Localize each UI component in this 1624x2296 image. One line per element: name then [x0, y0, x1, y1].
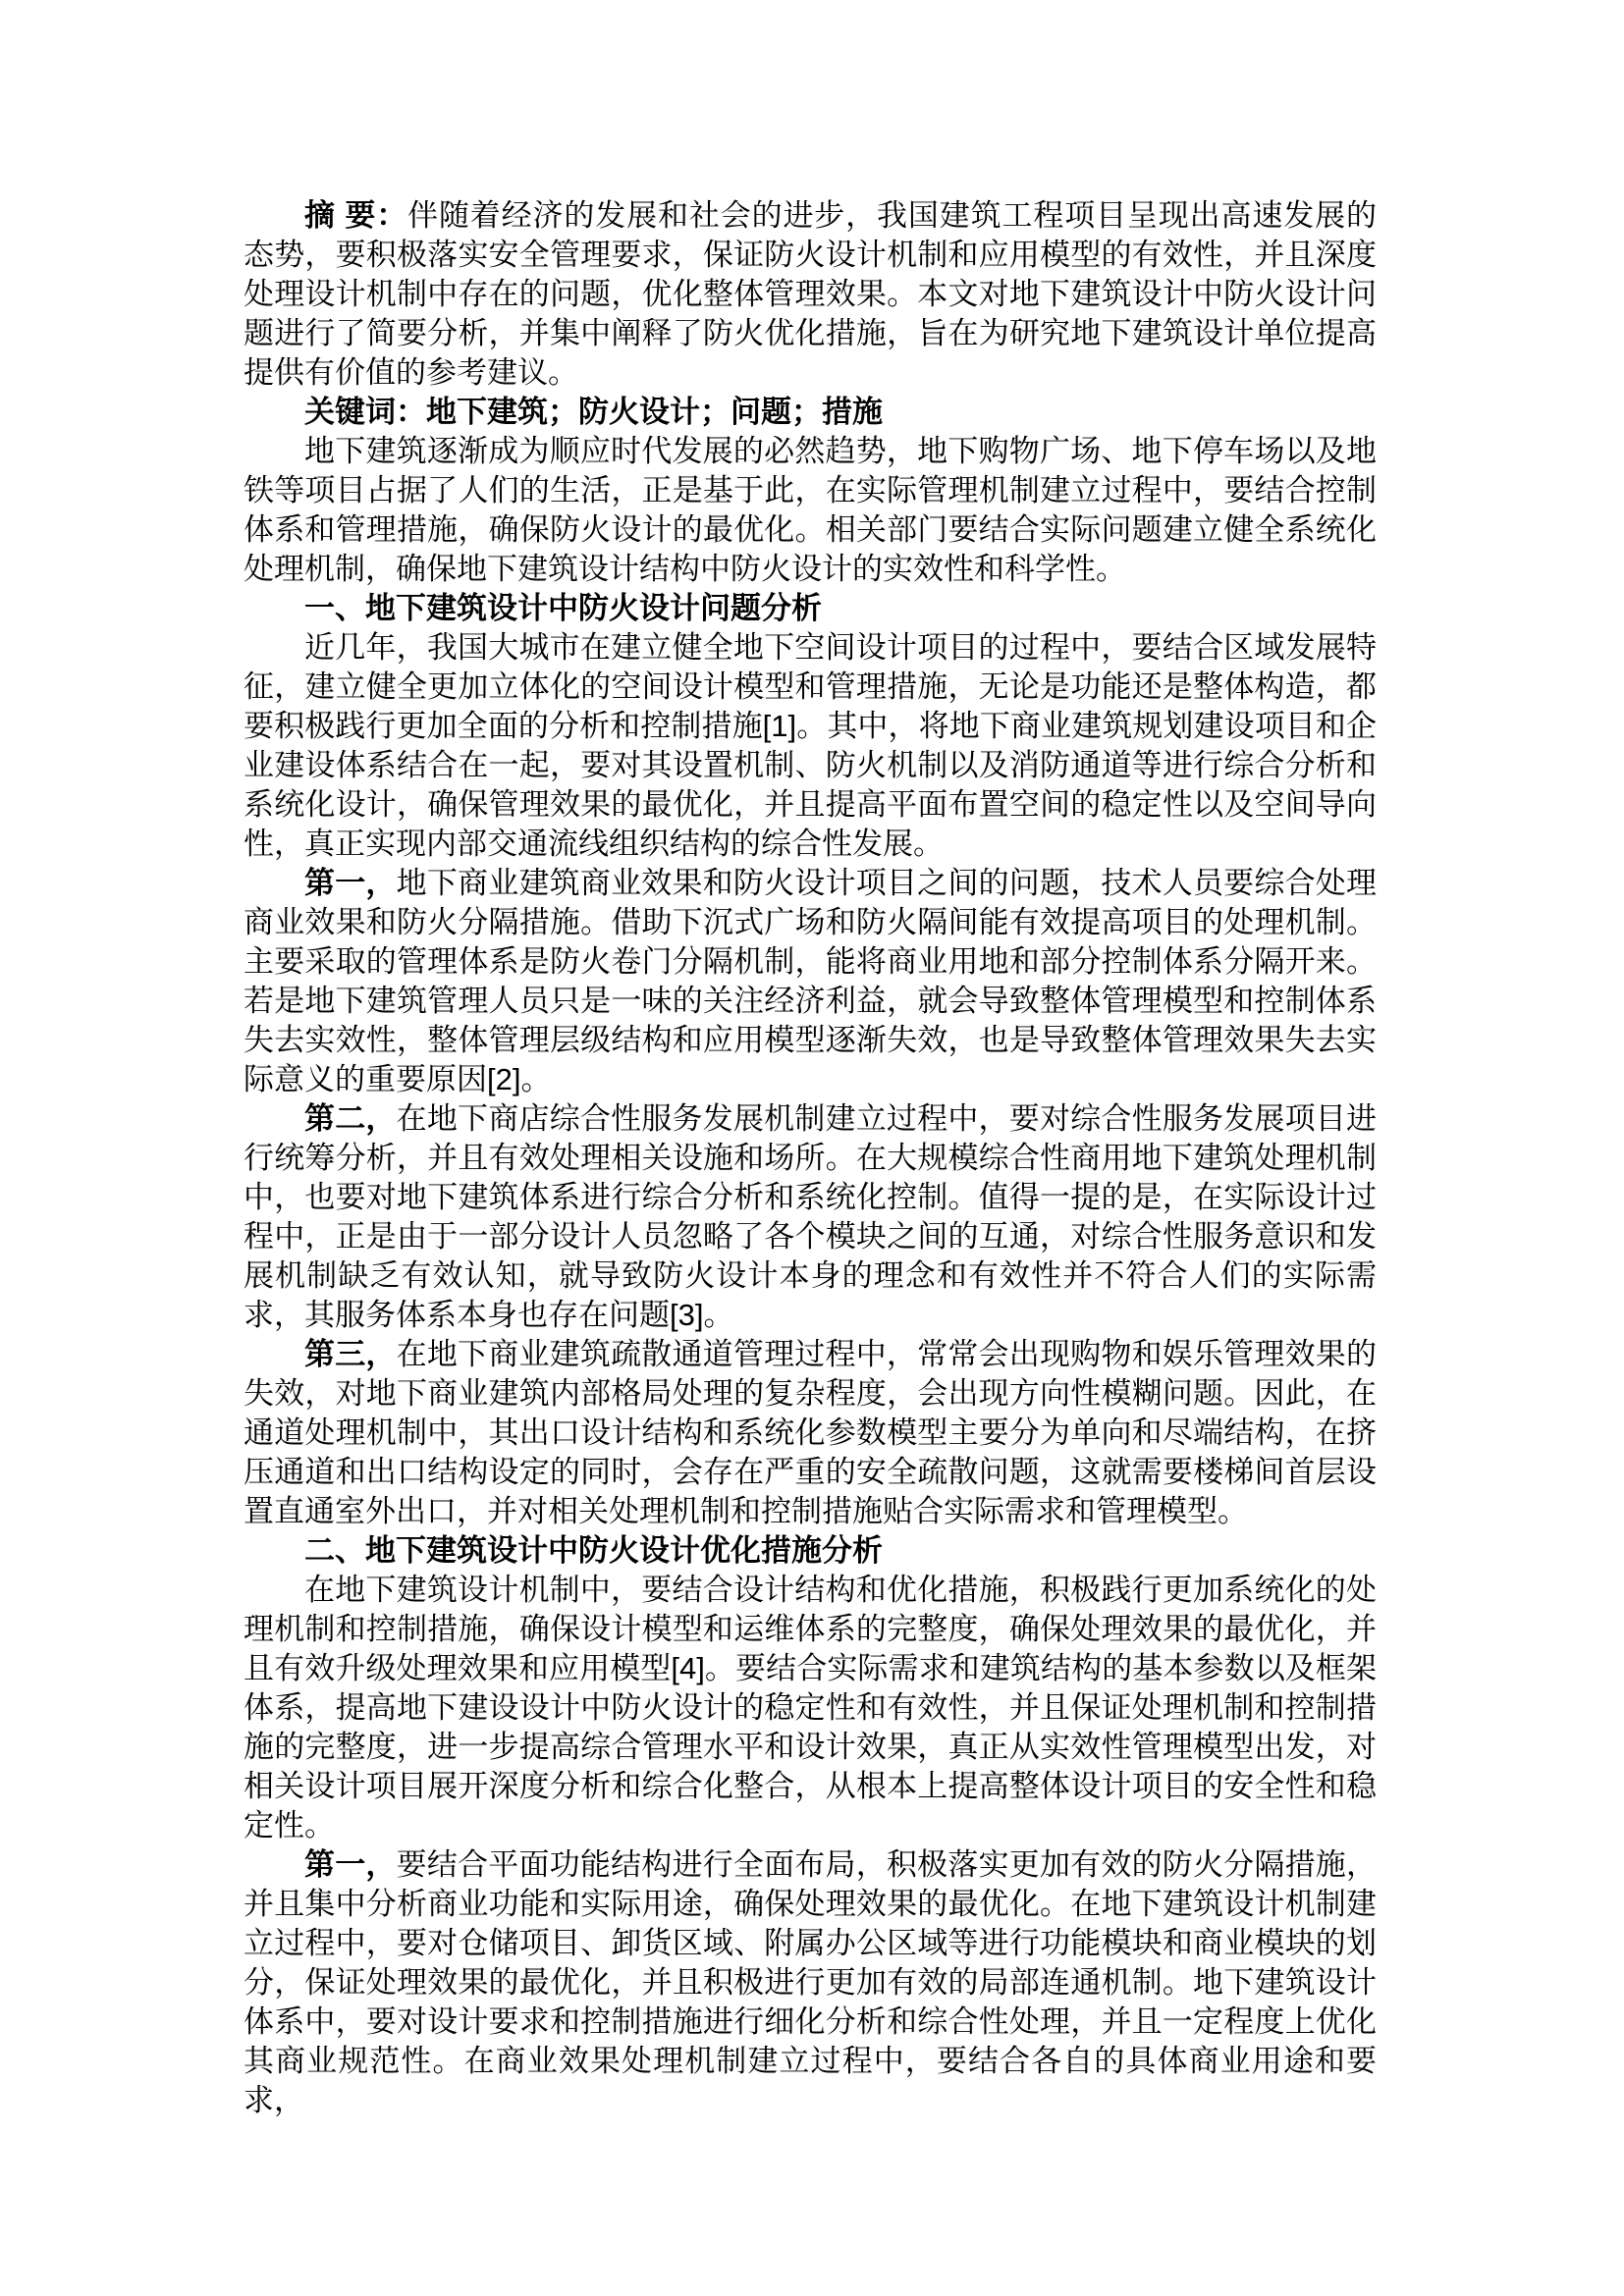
- text-run: 在地下建筑设计机制中，要结合设计结构和优化措施，积极践行更加系统化的处理机制和控制措施，确保设计模型和运维体系的完整度，确保处理效果的最优化，并且有效升级处理效果和应用模型[4]。要结合实际需求和建筑结构的基本参数以及框架体系，提高地下建设设计中防火设计的稳定性和有效性，并且保证处理机制和控制措施的完整度，进一步提高综合管理水平和设计效果，真正从实效性管理模型出发，对相关设计项目展开深度分析和综合化整合，从根本上提高整体设计项目的安全性和稳定性。: [244, 1573, 1377, 1842]
- section-heading: [244, 589, 1377, 628]
- paragraph: [244, 196, 1377, 393]
- section-heading: [244, 1531, 1377, 1571]
- bold-run: 第一，: [304, 1847, 397, 1882]
- paragraph: [244, 1845, 1377, 2120]
- paragraph: [244, 1099, 1377, 1335]
- paragraph: [244, 628, 1377, 864]
- document-body: [244, 196, 1377, 2120]
- text-run: 在地下商业建筑疏散通道管理过程中，常常会出现购物和娱乐管理效果的失效，对地下商业建筑内部格局处理的复杂程度，会出现方向性模糊问题。因此，在通道处理机制中，其出口设计结构和系统化参数模型主要分为单向和尽端结构，在挤压通道和出口结构设定的同时，会存在严重的安全疏散问题，这就需要楼梯间首层设置直通室外出口，并对相关处理机制和控制措施贴合实际需求和管理模型。: [244, 1337, 1378, 1528]
- text-run: 地下建筑逐渐成为顺应时代发展的必然趋势，地下购物广场、地下停车场以及地铁等项目占据了人们的生活，正是基于此，在实际管理机制建立过程中，要结合控制体系和管理措施，确保防火设计的最优化。相关部门要结合实际问题建立健全系统化处理机制，确保地下建筑设计结构中防火设计的实效性和科学性。: [244, 434, 1377, 586]
- bold-run: 一、地下建筑设计中防火设计问题分析: [304, 591, 822, 625]
- bold-run: 二、地下建筑设计中防火设计优化措施分析: [304, 1533, 883, 1568]
- keywords-line: [244, 393, 1377, 432]
- text-run: 地下商业建筑商业效果和防火设计项目之间的问题，技术人员要综合处理商业效果和防火分隔措施。借助下沉式广场和防火隔间能有效提高项目的处理机制。主要采取的管理体系是防火卷门分隔机制，能将商业用地和部分控制体系分隔开来。若是地下建筑管理人员只是一味的关注经济利益，就会导致整体管理模型和控制体系失去实效性，整体管理层级结构和应用模型逐渐失效，也是导致整体管理效果失去实际意义的重要原因[2]。: [244, 866, 1378, 1096]
- paragraph: [244, 1335, 1377, 1531]
- bold-run: 摘 要：: [304, 198, 408, 233]
- text-run: 要结合平面功能结构进行全面布局，积极落实更加有效的防火分隔措施，并且集中分析商业功能和实际用途，确保处理效果的最优化。在地下建筑设计机制建立过程中，要对仓储项目、卸货区域、附属办公区域等进行功能模块和商业模块的划分，保证处理效果的最优化，并且积极进行更加有效的局部连通机制。地下建筑设计体系中，要对设计要求和控制措施进行细化分析和综合性处理，并且一定程度上优化其商业规范性。在商业效果处理机制建立过程中，要结合各自的具体商业用途和要求，: [244, 1847, 1378, 2117]
- bold-run: 第二，: [304, 1101, 397, 1136]
- text-run: 伴随着经济的发展和社会的进步，我国建筑工程项目呈现出高速发展的态势，要积极落实安全管理要求，保证防火设计机制和应用模型的有效性，并且深度处理设计机制中存在的问题，优化整体管理效果。本文对地下建筑设计中防火设计问题进行了简要分析，并集中阐释了防火优化措施，旨在为研究地下建筑设计单位提高提供有价值的参考建议。: [244, 198, 1377, 390]
- bold-run: 第三，: [304, 1337, 397, 1371]
- paragraph: [244, 864, 1377, 1099]
- paragraph: [244, 432, 1377, 589]
- bold-run: 第一，: [304, 866, 397, 900]
- text-run: 在地下商店综合性服务发展机制建立过程中，要对综合性服务发展项目进行统筹分析，并且有效处理相关设施和场所。在大规模综合性商用地下建筑处理机制中，也要对地下建筑体系进行综合分析和系统化控制。值得一提的是，在实际设计过程中，正是由于一部分设计人员忽略了各个模块之间的互通，对综合性服务意识和发展机制缺乏有效认知，就导致防火设计本身的理念和有效性并不符合人们的实际需求，其服务体系本身也存在问题[3]。: [244, 1101, 1378, 1332]
- text-run: 近几年，我国大城市在建立健全地下空间设计项目的过程中，要结合区域发展特征，建立健全更加立体化的空间设计模型和管理措施，无论是功能还是整体构造，都要积极践行更加全面的分析和控制措施[1]。其中，将地下商业建筑规划建设项目和企业建设体系结合在一起，要对其设置机制、防火机制以及消防通道等进行综合分析和系统化设计，确保管理效果的最优化，并且提高平面布置空间的稳定性以及空间导向性，真正实现内部交通流线组织结构的综合性发展。: [244, 630, 1377, 861]
- paragraph: [244, 1571, 1377, 1845]
- bold-run: 关键词：地下建筑；防火设计；问题；措施: [304, 395, 883, 429]
